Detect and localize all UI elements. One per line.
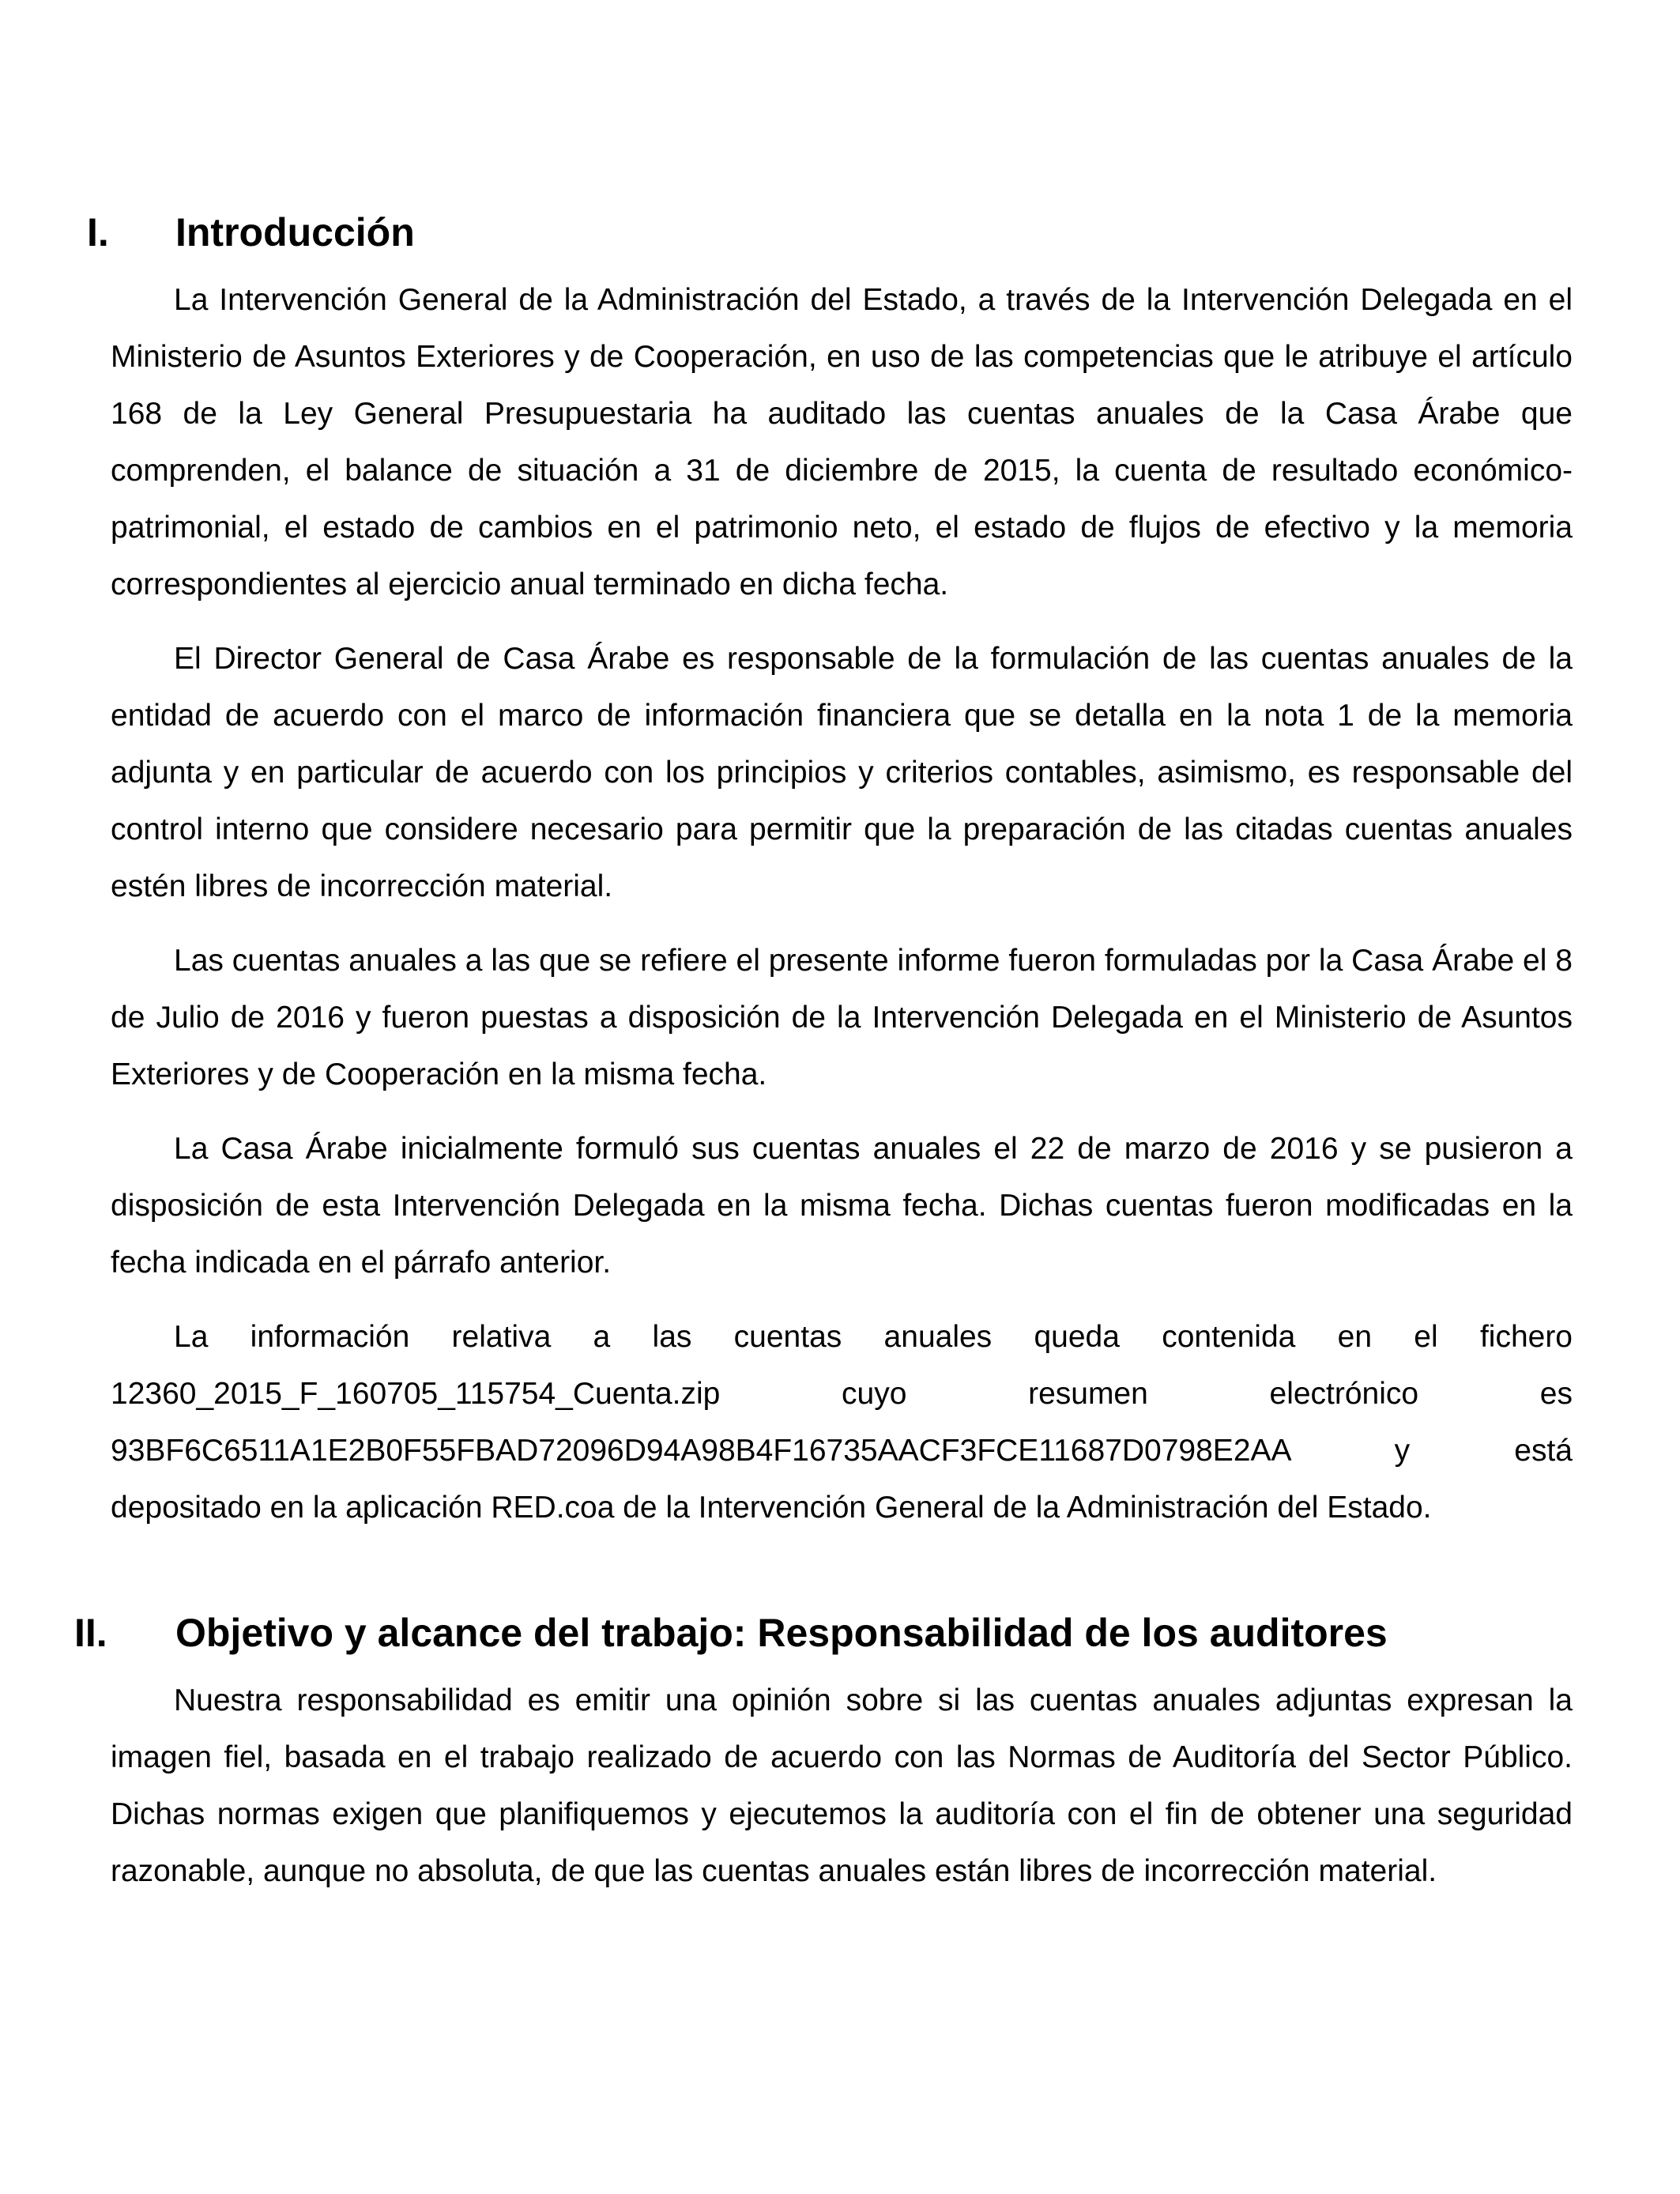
paragraph-intro-4: La Casa Árabe inicialmente formuló sus cuentas anuales el 22 de marzo de 2016 y se pusieron a disposición de esta Intervención Delegada en la misma fecha. Dichas cuentas fueron modificadas en la fecha indicada en el párrafo anterior. xyxy=(111,1132,1573,1280)
file-info-line-3: 93BF6C6511A1E2B0F55FBAD72096D94A98B4F16735AACF3FCE11687D0798E2AA y está xyxy=(111,1434,1573,1468)
section-number: II. xyxy=(74,1611,107,1655)
file-info-line-2: 12360_2015_F_160705_115754_Cuenta.zip cuyo resumen electrónico es xyxy=(111,1377,1573,1411)
section-heading-objetivo xyxy=(74,1604,1573,1661)
section-title: Objetivo y alcance del trabajo: Responsabilidad de los auditores xyxy=(175,1611,1388,1655)
file-info-line-1: La información relativa a las cuentas anuales queda contenida en el fichero xyxy=(174,1320,1573,1354)
paragraph-intro-1: La Intervención General de la Administración del Estado, a través de la Intervención Delegada en el Ministerio de Asuntos Exteriores y de Cooperación, en uso de las competencias que le atribuye el artículo 168 de la Ley General Presupuestaria ha auditado las cuentas anuales de la Casa Árabe que comprenden, el balance de situación a 31 de diciembre de 2015, la cuenta de resultado económico-patrimonial, el estado de cambios en el patrimonio neto, el estado de flujos de efectivo y la memoria correspondientes al ejercicio anual terminado en dicha fecha. xyxy=(111,283,1573,601)
paragraph-file-info xyxy=(111,1309,1573,1536)
section-title: Introducción xyxy=(175,210,415,254)
page-content xyxy=(74,204,1573,1900)
section-number: I. xyxy=(87,210,109,254)
file-info-line-4: depositado en la aplicación RED.coa de la Intervención General de la Administración del Estado. xyxy=(111,1491,1432,1525)
paragraph-objetivo-1: Nuestra responsabilidad es emitir una opinión sobre si las cuentas anuales adjuntas expresan la imagen fiel, basada en el trabajo realizado de acuerdo con las Normas de Auditoría del Sector Público. Dichas normas exigen que planifiquemos y ejecutemos la auditoría con el fin de obtener una seguridad razonable, aunque no absoluta, de que las cuentas anuales están libres de incorrección material. xyxy=(111,1683,1573,1888)
paragraph-intro-2: El Director General de Casa Árabe es responsable de la formulación de las cuentas anuales de la entidad de acuerdo con el marco de información financiera que se detalla en la nota 1 de la memoria adjunta y en particular de acuerdo con los principios y criterios contables, asimismo, es responsable del control interno que considere necesario para permitir que la preparación de las citadas cuentas anuales estén libres de incorrección material. xyxy=(111,642,1573,903)
paragraph-intro-3: Las cuentas anuales a las que se refiere el presente informe fueron formuladas por la Casa Árabe el 8 de Julio de 2016 y fueron puestas a disposición de la Intervención Delegada en el Ministerio de Asuntos Exteriores y de Cooperación en la misma fecha. xyxy=(111,944,1573,1091)
section-heading-introduccion xyxy=(87,204,1573,261)
